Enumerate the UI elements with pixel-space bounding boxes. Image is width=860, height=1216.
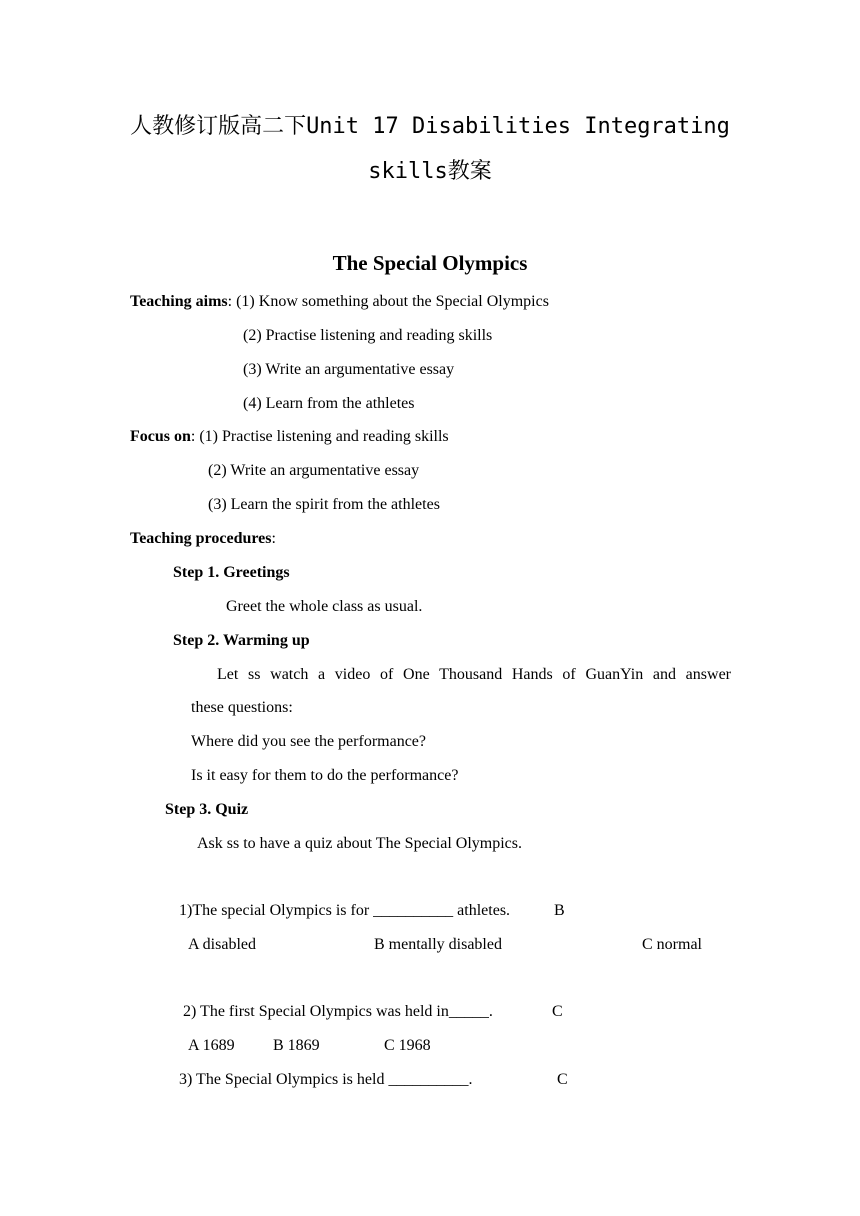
quiz-question-2: 2) The first Special Olympics was held in_____. xyxy=(183,1003,493,1020)
teaching-aim-2: (2) Practise listening and reading skills xyxy=(243,327,493,344)
step-3-text: Ask ss to have a quiz about The Special Olympics. xyxy=(197,835,522,852)
step-1-title: Step 1. Greetings xyxy=(173,564,290,581)
teaching-aim-4: (4) Learn from the athletes xyxy=(243,395,415,412)
quiz-question-1-answer: B xyxy=(554,902,565,919)
step-2-text-line-2: these questions: xyxy=(191,699,293,716)
document-title-line-2: skills教案 xyxy=(368,159,492,184)
teaching-aim-3: (3) Write an argumentative essay xyxy=(243,361,455,378)
section-heading: The Special Olympics xyxy=(332,251,528,275)
step-1-text: Greet the whole class as usual. xyxy=(226,598,423,615)
quiz-question-1-option-b: B mentally disabled xyxy=(374,936,502,953)
focus-item-3: (3) Learn the spirit from the athletes xyxy=(208,496,440,513)
focus-item-1: : (1) Practise listening and reading skills xyxy=(190,428,449,445)
quiz-question-2-answer: C xyxy=(552,1003,563,1020)
teaching-aims-label: Teaching aims xyxy=(130,293,228,310)
quiz-question-2-option-a: A 1689 xyxy=(188,1037,235,1054)
step-2-title: Step 2. Warming up xyxy=(173,632,310,649)
quiz-question-1-option-c: C normal xyxy=(642,936,702,953)
focus-on-label: Focus on xyxy=(130,428,191,445)
document-title-line-1: 人教修订版高二下Unit 17 Disabilities Integrating xyxy=(130,114,730,139)
teaching-aim-1: : (1) Know something about the Special Olympics xyxy=(227,293,549,310)
step-2-text-line-1: Let ss watch a video of One Thousand Hands of GuanYin and answer xyxy=(217,666,731,683)
quiz-question-1-option-a: A disabled xyxy=(188,936,256,953)
quiz-question-1: 1)The special Olympics is for __________ athletes. xyxy=(179,902,511,919)
teaching-procedures-colon: : xyxy=(271,530,276,547)
quiz-question-3-answer: C xyxy=(557,1071,568,1088)
teaching-procedures-label: Teaching procedures xyxy=(130,530,272,547)
quiz-question-3: 3) The Special Olympics is held __________. xyxy=(179,1071,473,1088)
teaching-procedures-line xyxy=(130,529,276,549)
focus-on-line xyxy=(130,427,449,447)
step-3-title: Step 3. Quiz xyxy=(165,801,249,818)
quiz-question-2-option-c: C 1968 xyxy=(384,1037,431,1054)
step-2-question-1: Where did you see the performance? xyxy=(191,733,426,750)
teaching-aims-line xyxy=(130,292,549,312)
focus-item-2: (2) Write an argumentative essay xyxy=(208,462,420,479)
step-2-question-2: Is it easy for them to do the performance? xyxy=(191,767,459,784)
quiz-question-2-option-b: B 1869 xyxy=(273,1037,320,1054)
